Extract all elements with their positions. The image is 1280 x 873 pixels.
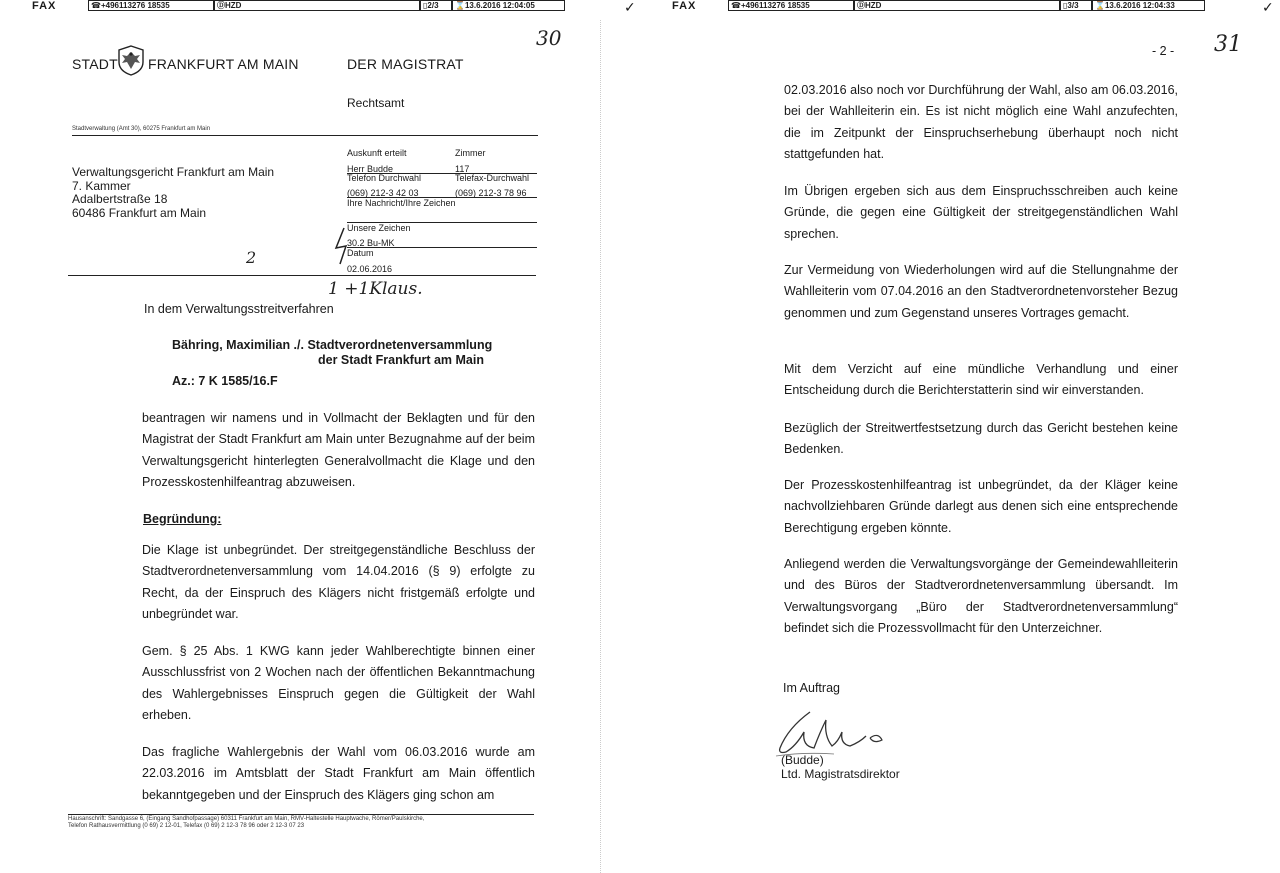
info-unsere-label: Unsere Zeichen <box>347 223 411 233</box>
info-unsere-value: 30.2 Bu-MK <box>347 238 395 248</box>
recipient-address <box>72 166 274 220</box>
divider-line <box>347 247 537 248</box>
info-datum-value: 02.06.2016 <box>347 264 393 274</box>
paragraph: Das fragliche Wahlergebnis der Wahl vom 06.03.2016 wurde am 22.03.2016 im Amtsblatt der Stadt Frankfurt am Main öffentlich bekanntgegeben und der Einspruch des Klägers ging schon am <box>142 745 535 802</box>
paragraph: Die Klage ist unbegründet. Der streitgegenständliche Beschluss der Stadtverordnetenversammlung vom 14.04.2016 (§ 9) erfolgte zu Recht, da der Einspruch des Klägers nicht fristgemäß erfolgte und unbegründet war. <box>142 543 535 621</box>
footer-line: Hausanschrift: Sandgasse 6, (Eingang Sandhofpassage) 60311 Frankfurt am Main, RMV-Haltestelle Hauptwache, Römer/Paulskirche, <box>68 816 425 822</box>
divider-line <box>72 135 538 136</box>
sender-address-line: Stadtverwaltung (Amt 30), 60275 Frankfurt am Main <box>72 126 211 132</box>
frankfurt-eagle-crest-icon <box>116 44 146 81</box>
signer-title: Ltd. Magistratsdirektor <box>781 767 900 781</box>
paragraph: Anliegend werden die Verwaltungsvorgänge der Gemeindewahlleiterin und des Büros der Stadtverordnetenversammlung übersandt. Im Verwaltungsvorgang „Büro der Stadtverordnetenversammlung“ befindet sich die Prozessvollmacht für den Unterzeichner. <box>784 557 1178 635</box>
handwritten-bracket-mark <box>330 226 354 266</box>
paragraph: Mit dem Verzicht auf eine mündliche Verhandlung und einer Entscheidung durch die Berichterstatterin sind wir einverstanden. <box>784 362 1178 398</box>
recipient-line: Adalbertstraße 18 <box>72 192 168 206</box>
info-ihre-label: Ihre Nachricht/Ihre Zeichen <box>347 198 456 208</box>
letterhead-stadt: STADT <box>72 56 118 72</box>
fax-sender-right: ⒹHZD <box>854 0 1060 11</box>
case-number: Az.: 7 K 1585/16.F <box>172 374 278 388</box>
letterhead-magistrat: DER MAGISTRAT <box>347 56 464 72</box>
info-fax-label: Telefax-Durchwahl <box>455 173 530 183</box>
info-tel: (069) 212-3 42 03 <box>347 188 419 198</box>
paragraph: beantragen wir namens und in Vollmacht der Beklagten und für den Magistrat der Stadt Frankfurt am Main unter Bezugnahme auf der beim Verwaltungsgericht hinterlegten Generalvollmacht die Klage und den Prozesskostenhilfeantrag abzuweisen. <box>142 411 535 489</box>
parties-line-2: der Stadt Frankfurt am Main <box>318 353 484 367</box>
handwritten-page-number: 30 <box>536 26 562 50</box>
info-fax: (069) 212-3 78 96 <box>455 188 527 198</box>
paragraph: Zur Vermeidung von Wiederholungen wird auf die Stellungnahme der Wahlleiterin vom 07.04.2016 an den Stadtverordnetenvorsteher Bezug genommen und zum Gegenstand unseres Vortrages gemacht. <box>784 263 1178 320</box>
recipient-line: Verwaltungsgericht Frankfurt am Main <box>72 165 275 179</box>
parties-line-1: Bähring, Maximilian ./. Stadtverordnetenversammlung <box>172 338 493 352</box>
paragraph: Der Prozesskostenhilfeantrag ist unbegründet, da der Kläger keine nachvollziehbaren Gründe darlegt aus denen sich eine entsprechende Berechtigung ergeben könnte. <box>784 478 1178 535</box>
divider-line <box>68 814 534 815</box>
fax-phone-right: ☎+496113276 18535 <box>728 0 854 11</box>
info-tel-label: Telefon Durchwahl <box>347 173 422 183</box>
footer-line: Telefon Rathausvermittlung (0 69) 2 12-01, Telefax (0 69) 2 12-3 78 96 oder 2 12-3 07 23 <box>68 823 305 829</box>
checkmark-icon: ✓ <box>1262 0 1274 15</box>
divider-line <box>68 275 536 276</box>
fax-pages-right: ▯3/3 <box>1060 0 1092 11</box>
closing-text: Im Auftrag <box>783 681 840 695</box>
fax-pages-left: ▯2/3 <box>420 0 452 11</box>
handwritten-note: 2 <box>246 248 257 267</box>
page-divider <box>600 20 601 873</box>
fax-label-right: FAX <box>672 0 697 12</box>
handwritten-page-number: 31 <box>1214 32 1242 57</box>
fax-sender-left: ⒹHZD <box>214 0 420 11</box>
info-zimmer-label: Zimmer <box>455 148 486 158</box>
info-room: 117 <box>455 164 470 174</box>
department: Rechtsamt <box>347 96 405 110</box>
section-heading: Begründung: <box>143 512 222 526</box>
recipient-line: 7. Kammer <box>72 178 131 193</box>
recipient-line: 60486 Frankfurt am Main <box>72 205 207 220</box>
checkmark-icon: ✓ <box>624 0 636 15</box>
paragraph: Im Übrigen ergeben sich aus dem Einspruchsschreiben auch keine Gründe, die gegen eine Gültigkeit der streitgegenständlichen Wahl sprechen. <box>784 184 1178 241</box>
fax-phone-left: ☎+496113276 18535 <box>88 0 214 11</box>
paragraph: Gem. § 25 Abs. 1 KWG kann jeder Wahlberechtigte binnen einer Ausschlussfrist von 2 Wochen nach der öffentlichen Bekanntmachung des Wahlergebnisses Einspruch gegen die Gültigkeit der Wahl erheben. <box>142 644 535 722</box>
handwritten-note: 1 +1Klaus. <box>328 279 423 299</box>
info-datum-label: Datum <box>347 248 374 258</box>
page-marker: - 2 - <box>1152 44 1175 58</box>
signer-name: (Budde) <box>781 753 824 767</box>
fax-label-left: FAX <box>32 0 57 12</box>
signature-image <box>774 702 894 760</box>
fax-datetime-right: ⌛13.6.2016 12:04:33 <box>1092 0 1205 11</box>
fax-datetime-left: ⌛13.6.2016 12:04:05 <box>452 0 565 11</box>
paragraph: 02.03.2016 also noch vor Durchführung der Wahl, also am 06.03.2016, bei der Wahlleiterin ein. Es ist nicht möglich eine Wahl anzufechten, die im Zeitpunkt der Einspruchserhebung überhaupt noch nicht stattgefunden hat. <box>784 83 1178 161</box>
paragraph: Bezüglich der Streitwertfestsetzung durch das Gericht bestehen keine Bedenken. <box>784 421 1178 457</box>
info-auskunft-label: Auskunft erteilt <box>347 148 407 158</box>
letterhead-city: FRANKFURT AM MAIN <box>148 56 299 72</box>
info-name: Herr Budde <box>347 164 394 174</box>
intro-text: In dem Verwaltungsstreitverfahren <box>144 302 334 316</box>
